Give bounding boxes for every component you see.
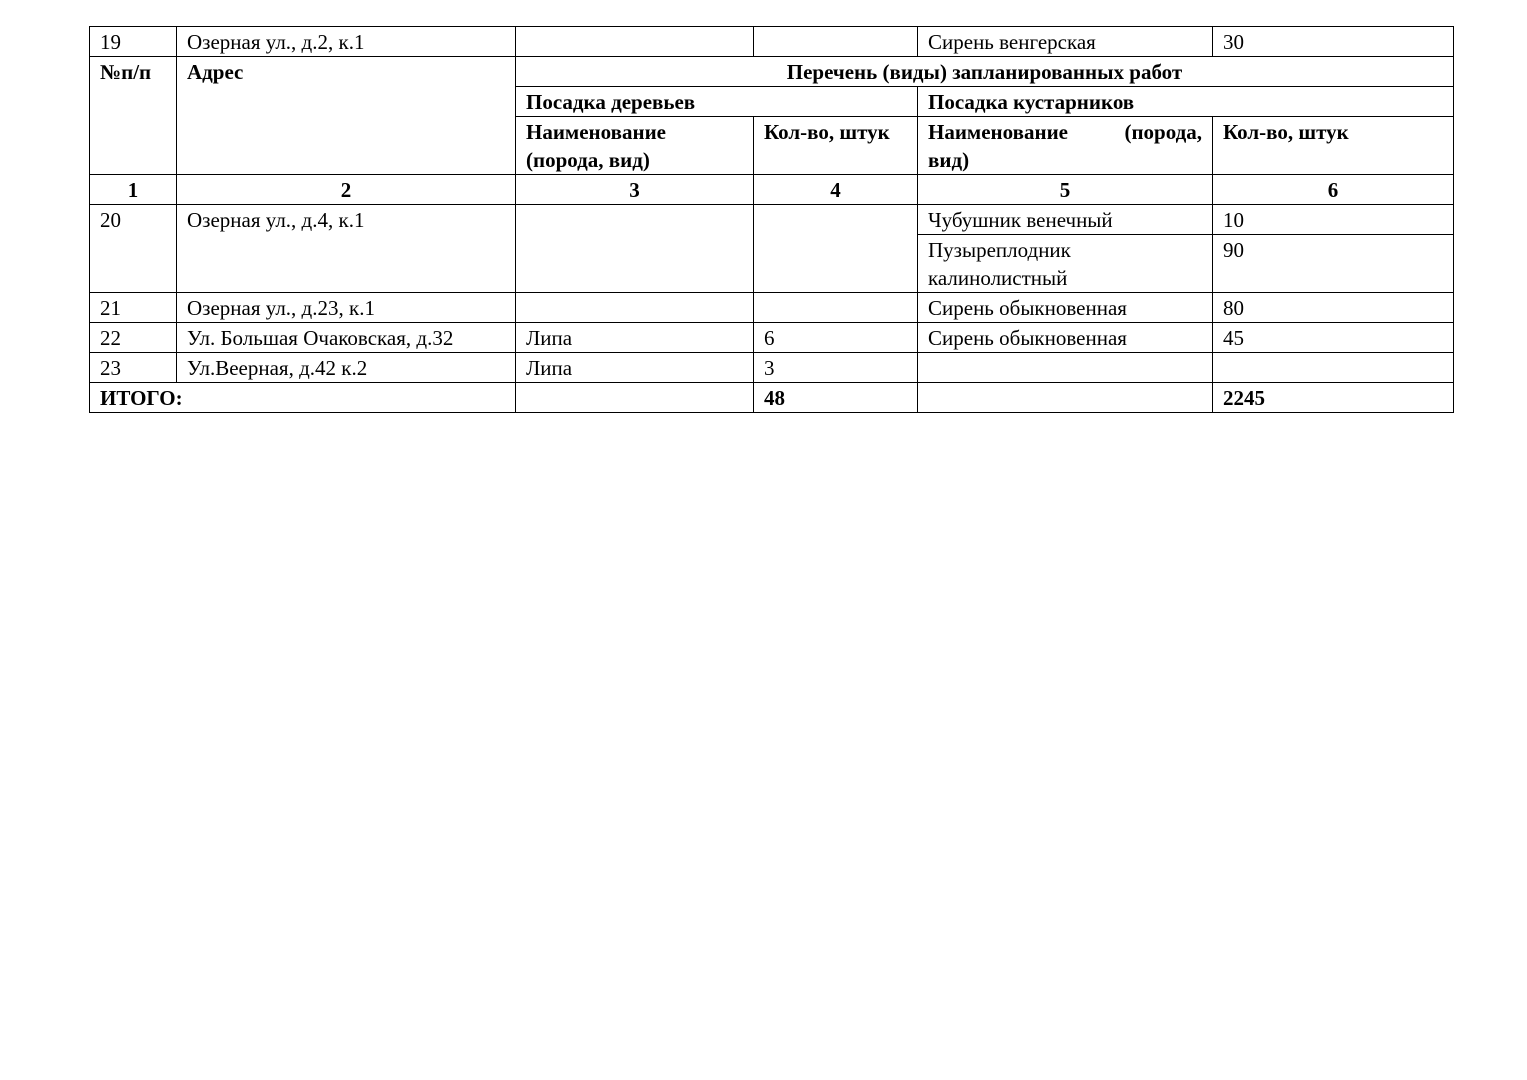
table-row bbox=[90, 353, 1454, 383]
address-cell: Озерная ул., д.23, к.1 bbox=[177, 293, 516, 323]
table-row bbox=[90, 27, 1454, 57]
tree-name-cell: Липа bbox=[516, 323, 754, 353]
tree-qty-cell bbox=[754, 293, 918, 323]
header-number: №п/п bbox=[90, 57, 177, 175]
shrub-name-cell bbox=[918, 353, 1213, 383]
table-row bbox=[90, 323, 1454, 353]
column-number: 6 bbox=[1213, 175, 1454, 205]
header-shrubs: Посадка кустарников bbox=[918, 87, 1454, 117]
shrub-qty-cell: 10 bbox=[1213, 205, 1454, 235]
total-row bbox=[90, 383, 1454, 413]
total-shrub-qty: 2245 bbox=[1213, 383, 1454, 413]
shrub-qty-cell: 80 bbox=[1213, 293, 1454, 323]
planting-works-table bbox=[89, 26, 1454, 413]
header-row bbox=[90, 57, 1454, 87]
total-tree-name-cell bbox=[516, 383, 754, 413]
address-cell: Ул. Большая Очаковская, д.32 bbox=[177, 323, 516, 353]
column-numbers-row bbox=[90, 175, 1454, 205]
total-shrub-name-cell bbox=[918, 383, 1213, 413]
row-number-cell: 22 bbox=[90, 323, 177, 353]
total-tree-qty: 48 bbox=[754, 383, 918, 413]
table-row bbox=[90, 293, 1454, 323]
tree-qty-cell bbox=[754, 205, 918, 293]
shrub-qty-cell: 90 bbox=[1213, 235, 1454, 293]
row-number-cell: 20 bbox=[90, 205, 177, 293]
shrub-name-cell: Сирень венгерская bbox=[918, 27, 1213, 57]
shrub-name-cell: Сирень обыкновенная bbox=[918, 323, 1213, 353]
column-number: 2 bbox=[177, 175, 516, 205]
shrub-name-cell: Пузыреплодник калинолистный bbox=[918, 235, 1213, 293]
tree-qty-cell: 3 bbox=[754, 353, 918, 383]
header-shrub-name-line2: вид) bbox=[928, 148, 970, 172]
shrub-name-cell: Чубушник венечный bbox=[918, 205, 1213, 235]
column-number: 3 bbox=[516, 175, 754, 205]
shrub-name-cell: Сирень обыкновенная bbox=[918, 293, 1213, 323]
tree-qty-cell bbox=[754, 27, 918, 57]
header-tree-name: Наименование (порода, вид) bbox=[516, 117, 754, 175]
address-cell: Озерная ул., д.4, к.1 bbox=[177, 205, 516, 293]
row-number-cell: 21 bbox=[90, 293, 177, 323]
shrub-qty-cell: 45 bbox=[1213, 323, 1454, 353]
header-trees: Посадка деревьев bbox=[516, 87, 918, 117]
shrub-qty-cell bbox=[1213, 353, 1454, 383]
column-number: 5 bbox=[918, 175, 1213, 205]
address-cell: Озерная ул., д.2, к.1 bbox=[177, 27, 516, 57]
header-tree-qty: Кол-во, штук bbox=[754, 117, 918, 175]
tree-name-cell: Липа bbox=[516, 353, 754, 383]
address-cell: Ул.Веерная, д.42 к.2 bbox=[177, 353, 516, 383]
column-number: 4 bbox=[754, 175, 918, 205]
tree-qty-cell: 6 bbox=[754, 323, 918, 353]
tree-name-cell bbox=[516, 27, 754, 57]
table-row bbox=[90, 205, 1454, 235]
tree-name-cell bbox=[516, 205, 754, 293]
column-number: 1 bbox=[90, 175, 177, 205]
shrub-qty-cell: 30 bbox=[1213, 27, 1454, 57]
header-shrub-name bbox=[918, 117, 1213, 175]
total-label: ИТОГО: bbox=[90, 383, 516, 413]
header-address: Адрес bbox=[177, 57, 516, 175]
tree-name-cell bbox=[516, 293, 754, 323]
row-number-cell: 23 bbox=[90, 353, 177, 383]
header-works: Перечень (виды) запланированных работ bbox=[516, 57, 1454, 87]
header-shrub-name-line1: Наименование (порода, bbox=[928, 120, 1202, 144]
row-number-cell: 19 bbox=[90, 27, 177, 57]
header-shrub-qty: Кол-во, штук bbox=[1213, 117, 1454, 175]
